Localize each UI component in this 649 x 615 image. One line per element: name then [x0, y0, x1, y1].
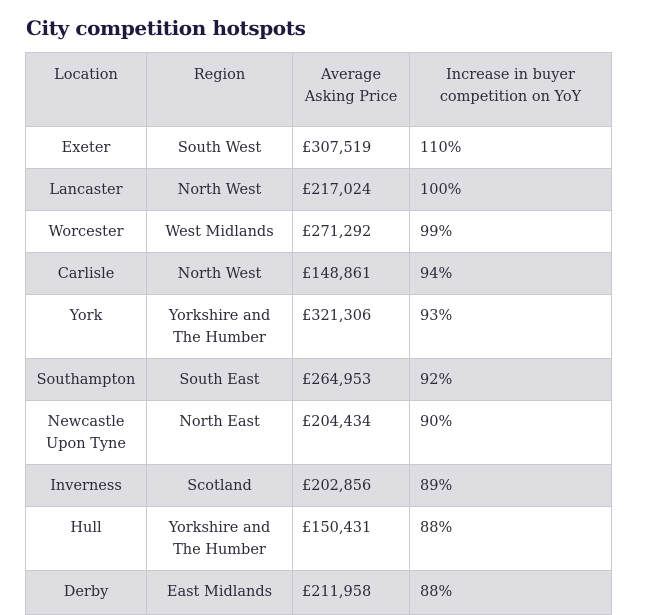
table-row	[26, 507, 612, 571]
cell-region: North West	[147, 169, 293, 211]
cell-location: Exeter	[26, 127, 147, 169]
table-row	[26, 253, 612, 295]
cell-price: £271,292	[293, 211, 410, 253]
table-row	[26, 295, 612, 359]
cell-price: £264,953	[293, 359, 410, 401]
cell-price: £307,519	[293, 127, 410, 169]
cell-location: Derby	[26, 571, 147, 615]
cell-location: Lancaster	[26, 169, 147, 211]
cell-price: £204,434	[293, 401, 410, 465]
cell-increase: 88%	[410, 507, 612, 571]
page-title: City competition hotspots	[26, 16, 306, 40]
cell-increase: 90%	[410, 401, 612, 465]
column-header-region: Region	[147, 53, 293, 127]
table-row	[26, 571, 612, 615]
cell-region: South East	[147, 359, 293, 401]
cell-price: £150,431	[293, 507, 410, 571]
cell-increase: 94%	[410, 253, 612, 295]
cell-region: Yorkshire and The Humber	[147, 507, 293, 571]
cell-price: £202,856	[293, 465, 410, 507]
cell-increase: 100%	[410, 169, 612, 211]
cell-increase: 110%	[410, 127, 612, 169]
cell-region: East Midlands	[147, 571, 293, 615]
column-header-average-asking-price: Average Asking Price	[293, 53, 410, 127]
cell-location: Hull	[26, 507, 147, 571]
cell-region: North West	[147, 253, 293, 295]
table-row	[26, 465, 612, 507]
cell-increase: 92%	[410, 359, 612, 401]
table-row	[26, 359, 612, 401]
cell-increase: 93%	[410, 295, 612, 359]
table-row	[26, 169, 612, 211]
cell-location: Worcester	[26, 211, 147, 253]
table-header-row	[26, 53, 612, 127]
table-row	[26, 211, 612, 253]
cell-region: West Midlands	[147, 211, 293, 253]
cell-increase: 99%	[410, 211, 612, 253]
hotspots-table	[25, 52, 612, 615]
column-header-competition-increase: Increase in buyer competition on YoY	[410, 53, 612, 127]
column-header-location: Location	[26, 53, 147, 127]
cell-price: £148,861	[293, 253, 410, 295]
cell-price: £217,024	[293, 169, 410, 211]
cell-price: £211,958	[293, 571, 410, 615]
cell-location: York	[26, 295, 147, 359]
cell-increase: 89%	[410, 465, 612, 507]
cell-location: Southampton	[26, 359, 147, 401]
cell-location: Carlisle	[26, 253, 147, 295]
cell-location: Newcastle Upon Tyne	[26, 401, 147, 465]
cell-region: South West	[147, 127, 293, 169]
table-row	[26, 127, 612, 169]
cell-location: Inverness	[26, 465, 147, 507]
cell-region: Yorkshire and The Humber	[147, 295, 293, 359]
cell-increase: 88%	[410, 571, 612, 615]
table-row	[26, 401, 612, 465]
cell-price: £321,306	[293, 295, 410, 359]
cell-region: North East	[147, 401, 293, 465]
cell-region: Scotland	[147, 465, 293, 507]
